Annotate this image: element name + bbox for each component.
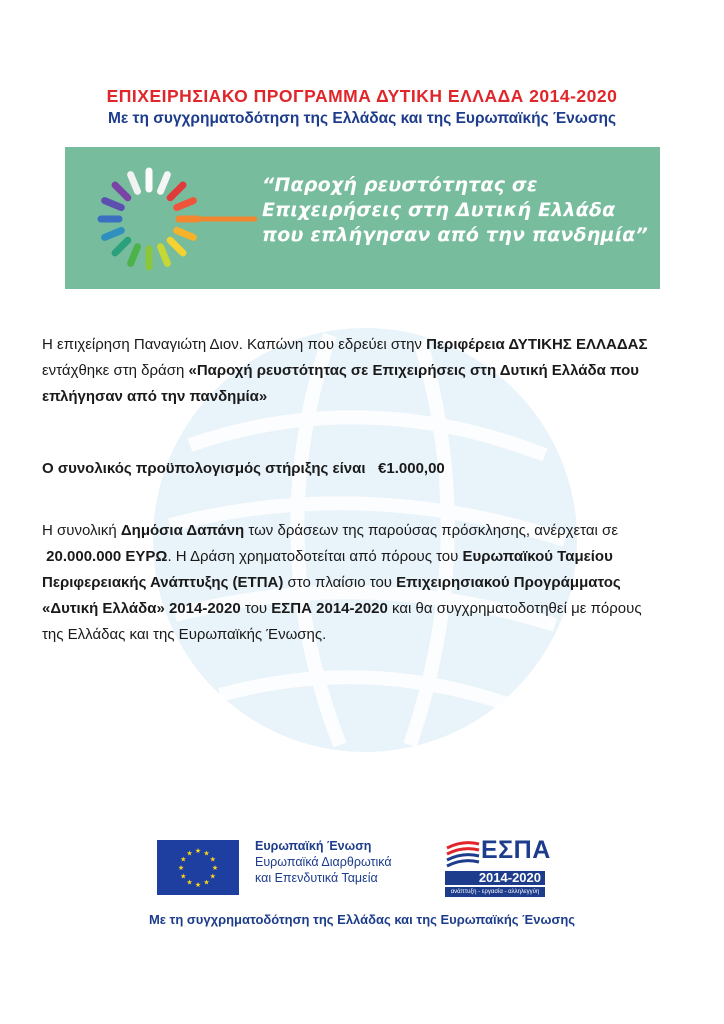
text: εντάχθηκε στη δράση [42, 362, 189, 379]
espa-word: ΕΣΠΑ [481, 836, 551, 864]
eu-star: ★ [180, 856, 187, 864]
eu-star: ★ [203, 850, 210, 858]
burst-ray [115, 240, 128, 253]
burst-ray [177, 201, 194, 208]
burst-ray [177, 230, 194, 237]
burst-ray [105, 230, 122, 237]
action-name: «Παροχή ρευστότητας σε Επιχειρήσεις στη Δυτική Ελλάδα που επλήγησαν από την πανδημία» [42, 362, 639, 405]
burst-ray [105, 201, 122, 208]
text: των δράσεων της παρούσας πρόσκλησης, ανέρχεται σε [244, 522, 619, 539]
paragraph-inclusion [42, 332, 664, 410]
text: . Η Δράση χρηματοδοτείται από πόρους του [167, 548, 463, 565]
burst-ray [170, 185, 183, 198]
burst-ray [131, 175, 138, 192]
total-amount: 20.000.000 ΕΥΡΩ [46, 548, 168, 565]
espa-tagline: ανάπτυξη - εργασία - αλληλεγγύη [445, 887, 545, 897]
programme-name: Επιχειρησιακού Προγράμματος «Δυτική Ελλάδα» 2014-2020 [42, 574, 621, 617]
text: στο πλαίσιο του [283, 574, 397, 591]
budget-label: Ο συνολικός προϋπολογισμός στήριξης είναι [42, 460, 366, 477]
color-burst-logo-icon [87, 159, 257, 279]
region-name: Περιφέρεια ΔΥΤΙΚΗΣ ΕΛΛΑΔΑΣ [426, 336, 648, 353]
paragraph-budget [42, 456, 664, 482]
eu-star: ★ [186, 850, 193, 858]
eu-star: ★ [186, 879, 193, 887]
banner-line-1: “Παροχή ρευστότητας σε [262, 174, 538, 196]
espa-years: 2014-2020 [445, 871, 545, 885]
text: Η συνολική [42, 522, 121, 539]
espa-logo-icon [445, 836, 551, 900]
eu-star: ★ [180, 873, 187, 881]
text: του [240, 600, 272, 617]
burst-ray [160, 247, 167, 264]
espa-stripes-icon [445, 840, 481, 870]
eu-line-3: και Επενδυτικά Ταμεία [255, 871, 378, 885]
eu-funds-label [255, 838, 392, 886]
cofunding-subtitle: Με τη συγχρηματοδότηση της Ελλάδας και της Ευρωπαϊκής Ένωσης [107, 110, 617, 127]
eu-star: ★ [194, 848, 202, 855]
public-expenditure: Δημόσια Δαπάνη [120, 522, 245, 539]
burst-ray [115, 185, 128, 198]
espa-period: ΕΣΠΑ 2014-2020 [271, 600, 388, 617]
eu-star: ★ [211, 865, 219, 872]
banner-line-2: Επιχειρήσεις στη Δυτική Ελλάδα [262, 199, 616, 221]
banner-line-3: που επλήγησαν από την πανδημία” [262, 224, 648, 246]
burst-ray [170, 240, 183, 253]
eu-star: ★ [177, 865, 185, 872]
burst-ray [160, 175, 167, 192]
burst-ray [131, 247, 138, 264]
eu-flag-icon [157, 840, 239, 895]
text: Η επιχείρηση Παναγιώτη Διον. Καπώνη που εδρεύει στην [42, 336, 427, 353]
action-banner [65, 147, 660, 289]
funding-logos [157, 838, 557, 900]
program-title: ΕΠΙΧΕΙΡΗΣΙΑΚΟ ΠΡΟΓΡΑΜΜΑ ΔΥΤΙΚΗ ΕΛΛΑΔΑ 2014-2020 [106, 86, 618, 106]
eu-star: ★ [194, 882, 202, 889]
budget-amount: €1.000,00 [378, 460, 445, 477]
eu-star: ★ [209, 873, 216, 881]
eu-line-1: Ευρωπαϊκή Ένωση [255, 839, 372, 853]
eu-star: ★ [209, 856, 216, 864]
eu-line-2: Ευρωπαϊκά Διαρθρωτικά [255, 855, 392, 869]
text: και θα συγχρηματοδοτηθεί με πόρους της Ελλάδας και της Ευρωπαϊκής Ένωσης. [42, 600, 642, 643]
eu-star: ★ [203, 879, 210, 887]
paragraph-funding [42, 518, 664, 648]
footer-cofunding-subtitle: Με τη συγχρηματοδότηση της Ελλάδας και της Ευρωπαϊκής Ένωσης [148, 912, 576, 927]
banner-title [262, 173, 652, 248]
fund-name: Ευρωπαϊκού Ταμείου Περιφερειακής Ανάπτυξης (ΕΤΠΑ) [42, 548, 613, 591]
